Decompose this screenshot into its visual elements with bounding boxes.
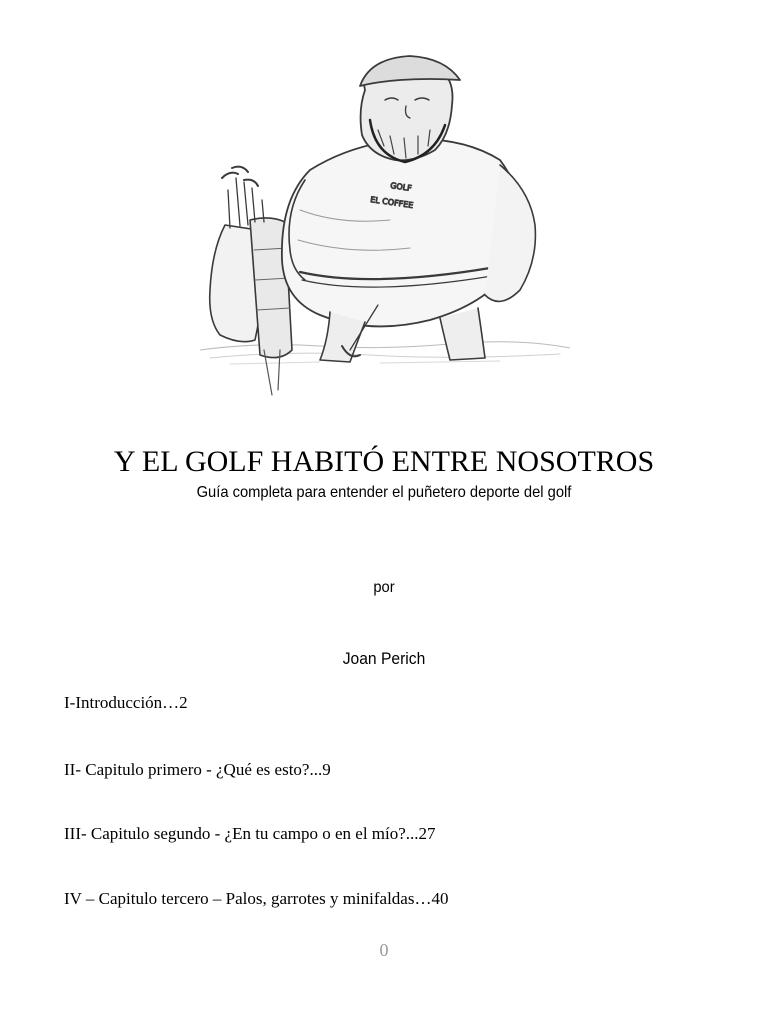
by-label: por <box>373 579 395 596</box>
svg-text:EL COFFEE: EL COFFEE <box>369 195 414 210</box>
toc-item-introduction: I-Introducción…2 <box>64 693 188 712</box>
svg-text:GOLF: GOLF <box>389 181 413 193</box>
document-title: Y EL GOLF HABITÓ ENTRE NOSOTROS <box>113 445 655 478</box>
author-name: Joan Perich <box>342 649 426 668</box>
page-number: 0 <box>379 940 389 960</box>
toc-item-chapter-1: II- Capitulo primero - ¿Qué es esto?...9 <box>64 760 331 779</box>
toc-item-chapter-3: IV – Capitulo tercero – Palos, garrotes y minifaldas…40 <box>64 889 449 908</box>
toc-item-chapter-2: III- Capitulo segundo - ¿En tu campo o en el mío?...27 <box>64 824 436 843</box>
document-subtitle: Guía completa para entender el puñetero deporte del golf <box>196 484 572 501</box>
golfer-sketch-illustration <box>200 50 570 400</box>
